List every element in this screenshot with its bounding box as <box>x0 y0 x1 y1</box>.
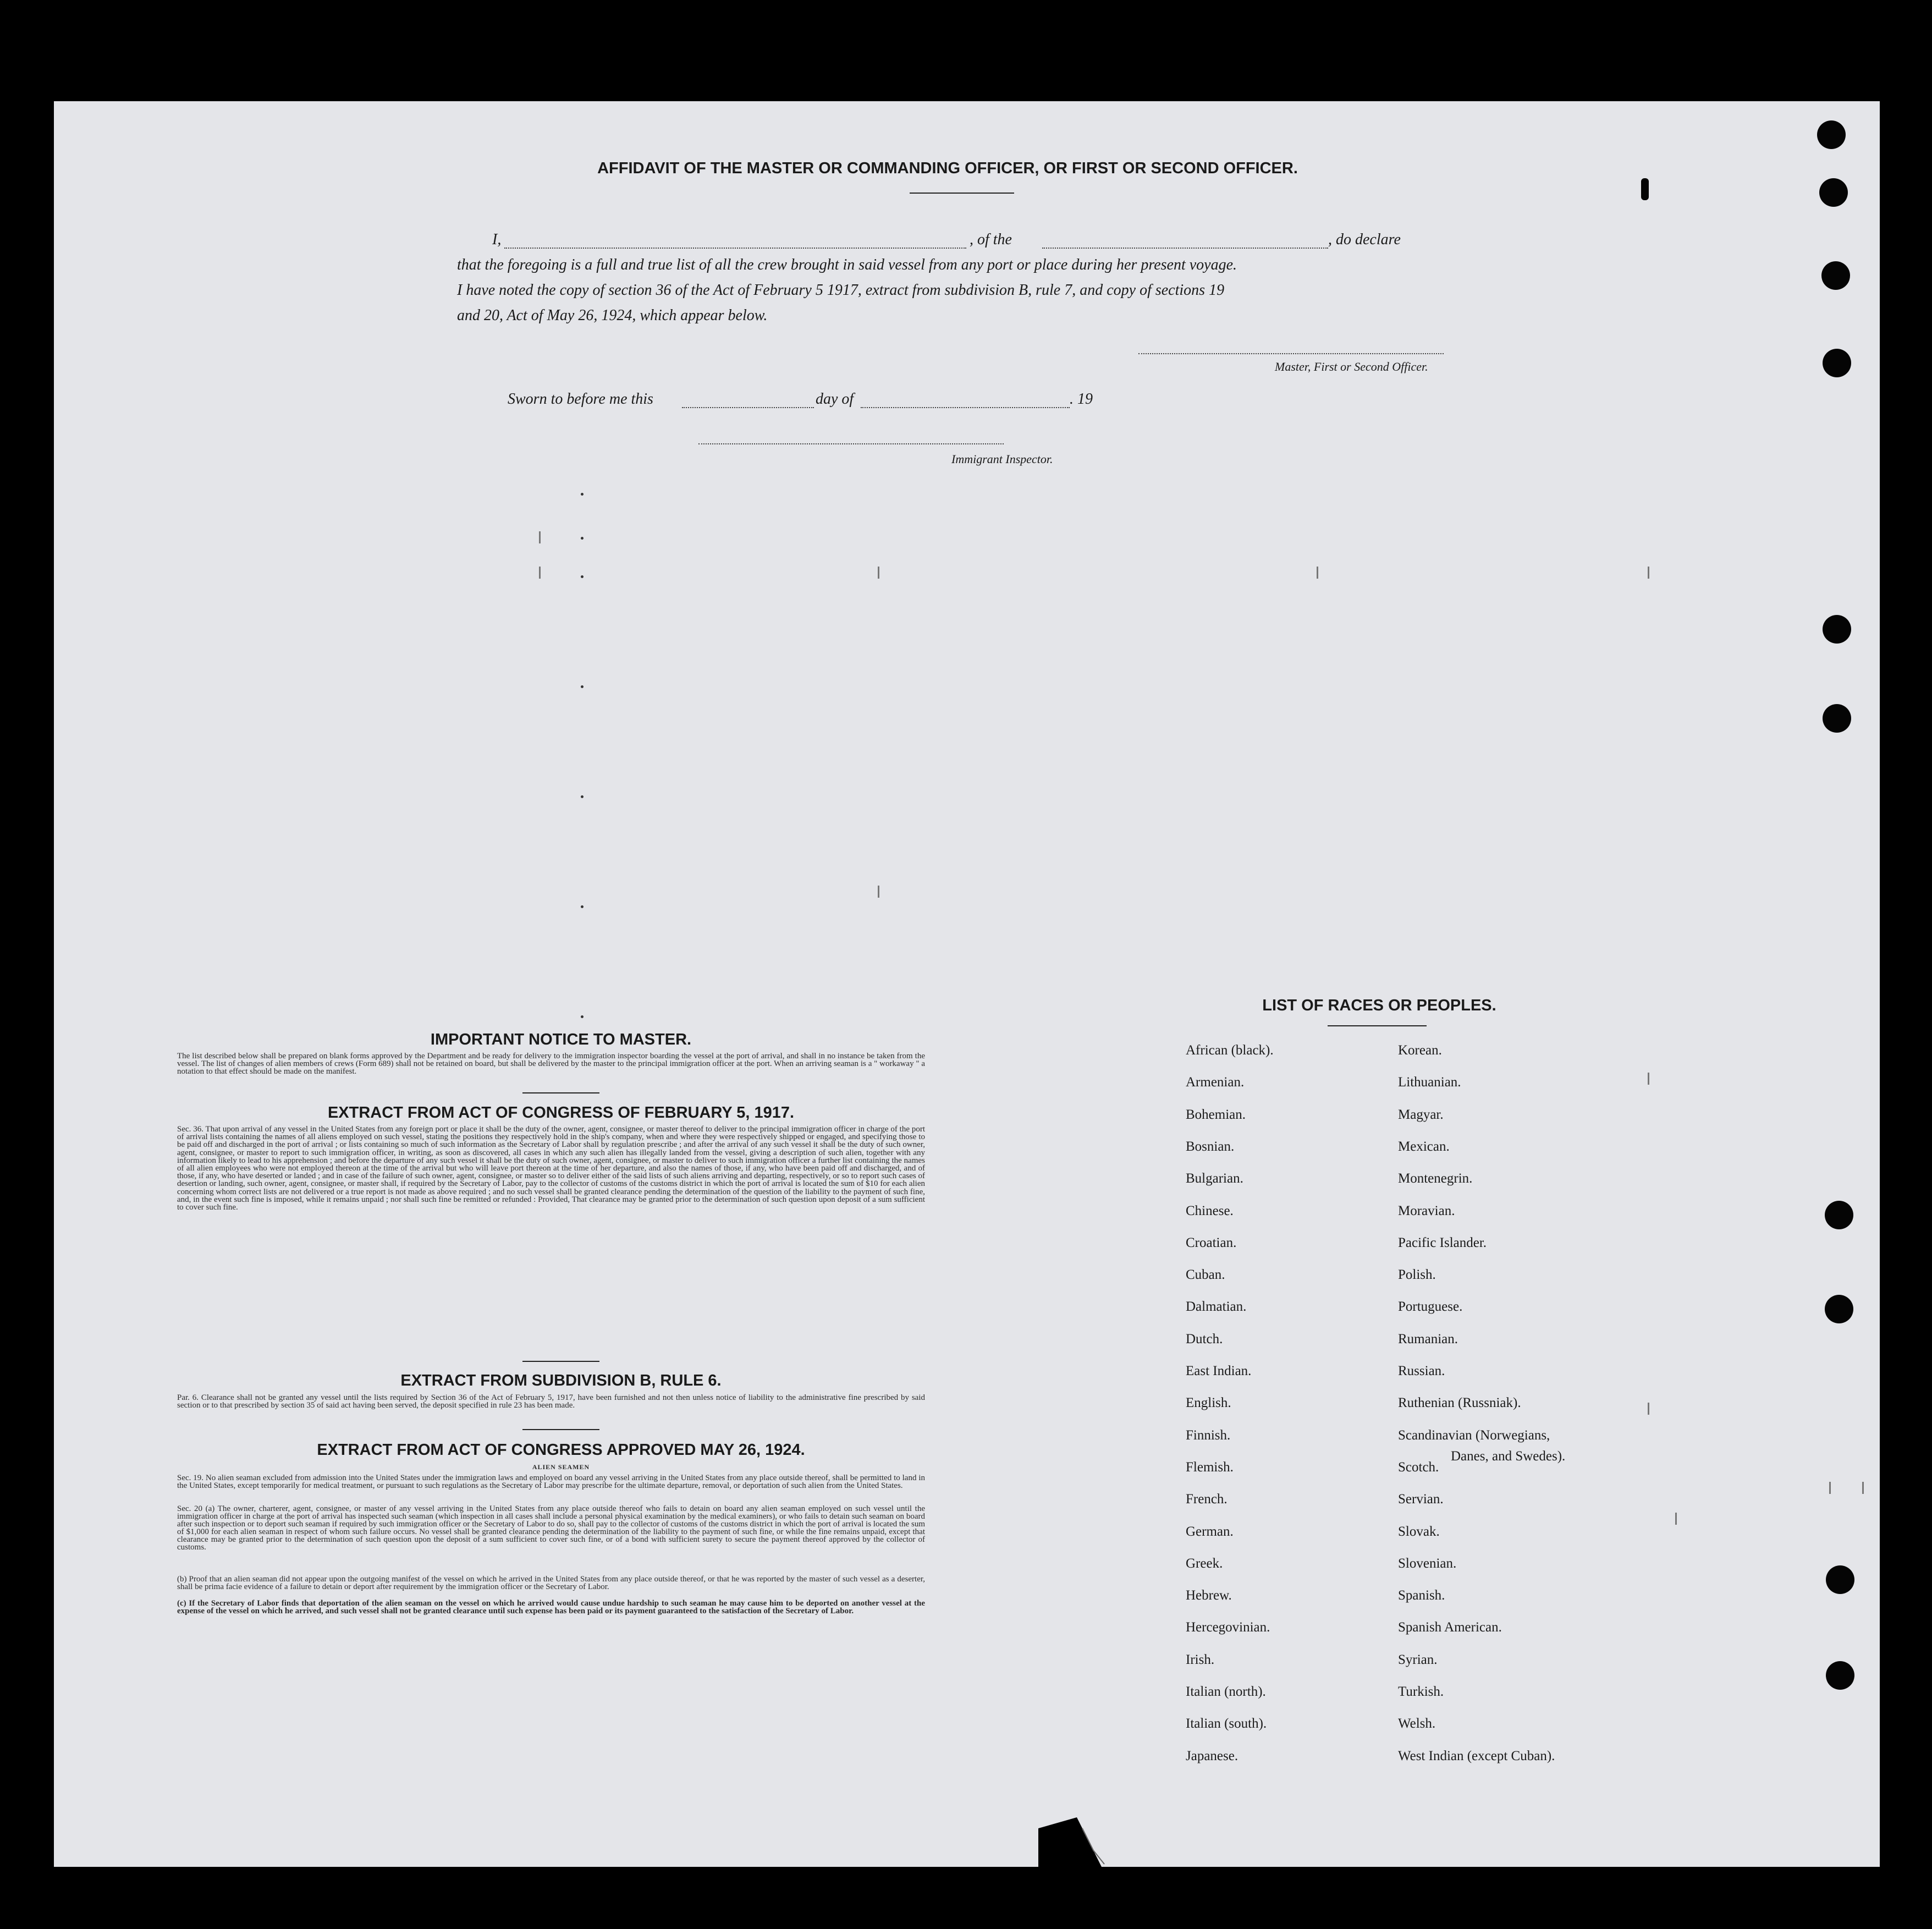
sworn-prefix: Sworn to before me this <box>508 391 653 408</box>
extract-1917-body: Sec. 36. That upon arrival of any vessel in the United States from any foreign port or place it shall be the duty of the owner, agent, consignee, or master thereof to deliver to the principal immigration officer in charge of the port of arrival lists containing the names of all aliens employed on such vessel, stating the positions they respectively hold in the ship's company, when and where they were respectively shipped or engaged, and specifying those to be paid off and discharged in the port of arrival ; or lists containing so much of such information as the Secretary of Labor shall by regulation prescribe ; and after the arrival of any such vessel it shall be the duty of such owner, agent, consignee, or master to report to such immigration officer, in writing, as soon as discovered, all cases in which any such alien has illegally landed from the vessel, giving a description of such alien, together with any information likely to lead to his apprehension ; and before the departure of any such vessel it shall be the duty of such owner, agent, consignee, or master to deliver to such immigration officer a further list containing the names of all alien employees who were not employed thereon at the time of the arrival but who will leave port thereon at the time of her departure, and also the names of those, if any, who have been paid off and discharged, and of those, if any, who have deserted or landed ; and in case of the failure of such owner, agent, consignee, or master so to deliver either of the said lists of such aliens arriving and departing, respectively, or so to report such cases of desertion or landing, such owner, agent, consignee, or master shall, if required by the Secretary of Labor, pay to the collector of customs of the customs district in which the port of arrival is located the sum of $10 for each alien concerning whom correct lists are not delivered or a true report is not made as above required ; and no such vessel shall be granted clearance pending the determination of the question of the liability to the payment of such fine, and, in the event such fine is imposed, while it remains unpaid ; nor shall such fine be remitted or refunded : Provided, That clearance may be granted prior to the determination of such question upon deposit of a sum sufficient to cover such fine. <box>177 1125 925 1212</box>
name-blank-line[interactable] <box>504 248 966 249</box>
race-left-item: German. <box>1186 1524 1234 1539</box>
affidavit-i: I, <box>492 231 502 248</box>
punch-hole <box>1826 1661 1854 1690</box>
race-right-item: Servian. <box>1398 1492 1444 1507</box>
extract-rule6-title: EXTRACT FROM SUBDIVISION B, RULE 6. <box>400 1372 722 1389</box>
race-right-item: Korean. <box>1398 1043 1442 1058</box>
punch-hole <box>1823 349 1851 377</box>
scan-mark <box>581 537 584 540</box>
extract-1917-rule <box>522 1361 599 1362</box>
race-left-item: Croatian. <box>1186 1235 1237 1250</box>
scan-mark <box>581 795 584 798</box>
scan-mark <box>1675 1513 1677 1525</box>
scan-mark <box>539 567 541 579</box>
scan-mark <box>581 575 584 578</box>
race-right-item: Russian. <box>1398 1364 1445 1378</box>
scan-mark <box>1862 1482 1864 1494</box>
race-right-item: Polish. <box>1398 1267 1436 1283</box>
notice-body: The list described below shall be prepared on blank forms approved by the Department and be ready for delivery to the immigration inspector boarding the vessel at the port of arrival, and shall in no instance be taken from the vessel. The list of changes of alien members of crews (Form 689) shall not be retained on board, but shall be delivered by the master to the principal immigration officer at the port. When an arriving seaman is a " workaway " a notation to that effect should be made on the manifest. <box>177 1052 925 1076</box>
race-right-item: Welsh. <box>1398 1716 1436 1732</box>
race-right-item: Slovak. <box>1398 1524 1440 1539</box>
sworn-day-blank[interactable] <box>682 407 814 408</box>
race-left-item: Bosnian. <box>1186 1139 1235 1154</box>
torn-edge <box>1005 1795 1170 1867</box>
sworn-year: . 19 <box>1070 391 1093 408</box>
race-right-item: Moravian. <box>1398 1203 1455 1218</box>
affidavit-of-the: , of the <box>970 231 1012 248</box>
race-left-item: Bohemian. <box>1186 1107 1246 1122</box>
scan-mark <box>1648 567 1649 579</box>
scan-mark <box>1648 1403 1649 1415</box>
punch-hole <box>1826 1565 1854 1594</box>
punch-hole <box>1823 615 1851 644</box>
form-page <box>54 101 1880 1867</box>
race-right-item: West Indian (except Cuban). <box>1398 1748 1555 1763</box>
extract-1924-sec19: Sec. 19. No alien seaman excluded from admission into the United States under the immigration laws and employed on board any vessel arriving in the United States from any place outside thereof, shall be permitted to land in the United States, except temporarily for medical treatment, or pursuant to such regulations as the Secretary of Labor may prescribe for the ultimate departure, removal, or deportation of such alien from the United States. <box>177 1474 925 1490</box>
races-title: LIST OF RACES OR PEOPLES. <box>1262 997 1496 1014</box>
race-right-item: Scandinavian (Norwegians, <box>1398 1427 1550 1443</box>
race-right-item: Syrian. <box>1398 1652 1438 1667</box>
master-signature-line[interactable] <box>1138 353 1444 354</box>
race-left-item: Dalmatian. <box>1186 1299 1247 1315</box>
punch-hole <box>1819 178 1848 207</box>
punch-hole <box>1825 1295 1853 1323</box>
vessel-blank-line[interactable] <box>1042 248 1328 249</box>
race-right-item: Rumanian. <box>1398 1331 1458 1347</box>
scan-mark <box>539 531 541 543</box>
race-right-item: Lithuanian. <box>1398 1075 1461 1090</box>
extract-1924-subtitle: ALIEN SEAMEN <box>532 1463 590 1471</box>
race-left-item: East Indian. <box>1186 1364 1252 1378</box>
race-left-item: Greek. <box>1186 1556 1223 1571</box>
race-right-item: Magyar. <box>1398 1107 1444 1122</box>
scan-mark <box>1317 567 1318 579</box>
race-right-item: Slovenian. <box>1398 1556 1457 1571</box>
race-right-item: Mexican. <box>1398 1139 1450 1154</box>
race-left-item: Japanese. <box>1186 1748 1239 1763</box>
race-right-item: Turkish. <box>1398 1684 1444 1699</box>
extract-1924-title: EXTRACT FROM ACT OF CONGRESS APPROVED MAY 26, 1924. <box>317 1441 805 1459</box>
race-right-item: Portuguese. <box>1398 1299 1463 1315</box>
race-left-item: Italian (north). <box>1186 1684 1266 1699</box>
scan-mark <box>581 493 584 496</box>
scan-mark <box>581 685 584 688</box>
race-right-item: Montenegrin. <box>1398 1171 1473 1186</box>
scan-mark <box>581 1015 584 1018</box>
punch-slot <box>1641 178 1649 200</box>
race-left-item: Hebrew. <box>1186 1588 1232 1603</box>
scan-mark <box>1829 1482 1831 1494</box>
affidavit-line3: I have noted the copy of section 36 of the Act of February 5 1917, extract from subdivision B, rule 7, and copy of sections 19 <box>457 282 1225 299</box>
race-left-item: Irish. <box>1186 1652 1215 1667</box>
race-left-item: Finnish. <box>1186 1427 1231 1443</box>
affidavit-declare: , do declare <box>1328 231 1401 248</box>
race-left-item: Cuban. <box>1186 1267 1225 1283</box>
extract-1917-title: EXTRACT FROM ACT OF CONGRESS OF FEBRUARY 5, 1917. <box>327 1104 795 1122</box>
sworn-month-blank[interactable] <box>861 407 1070 408</box>
scan-mark <box>878 567 879 579</box>
inspector-signature-line[interactable] <box>698 443 1004 444</box>
punch-hole <box>1825 1201 1853 1229</box>
race-left-item: Dutch. <box>1186 1331 1223 1347</box>
affidavit-line4: and 20, Act of May 26, 1924, which appear below. <box>457 307 768 324</box>
races-title-rule <box>1328 1025 1427 1026</box>
extract-1924-sec20b: (b) Proof that an alien seaman did not appear upon the outgoing manifest of the vessel on which he arrived in the United States from any place outside thereof, or that he was reported by the master of such vessel as a deserter, shall be prima facie evidence of a failure to detain or deport after requirement by the immigration officer or the Secretary of Labor. <box>177 1575 925 1591</box>
race-left-item: Hercegovinian. <box>1186 1620 1270 1635</box>
extract-1924-sec20c: (c) If the Secretary of Labor finds that deportation of the alien seaman on the vessel on which he arrived would cause undue hardship to such seaman he may cause him to be deported on another vessel at the expense of the vessel on which he arrived, and such vessel shall not be granted clearance until such expense has been paid or its payment guaranteed to the satisfaction of the Secretary of Labor. <box>177 1599 925 1615</box>
race-left-item: African (black). <box>1186 1043 1274 1058</box>
race-right-item: Spanish American. <box>1398 1620 1502 1635</box>
extract-1924-sec20a: Sec. 20 (a) The owner, charterer, agent, consignee, or master of any vessel arriving in the United States from any place outside thereof who fails to detain on board any alien seaman employed on such vessel until the immigration officer in charge at the port of arrival has inspected such seaman (which inspection in all cases shall include a personal physical examination by the medical examiners), or who fails to detain such seaman on board after such inspection or to deport such seaman if required by such immigration officer or the Secretary of Labor to do so, shall pay to the collector of customs of the customs district in which the port of arrival is located the sum of $1,000 for each alien seaman in respect of whom such failure occurs. No vessel shall be granted clearance pending the determination of the liability to the payment of such fine, or while the fine remains unpaid, except that clearance may be granted prior to the determination of such question upon the deposit of a sum sufficient to cover such fine, or of a bond with sufficient surety to secure the payment thereof approved by the collector of customs. <box>177 1504 925 1552</box>
race-left-item: Bulgarian. <box>1186 1171 1243 1186</box>
extract-rule6-body: Par. 6. Clearance shall not be granted any vessel until the lists required by Section 36 of the Act of February 5, 1917, have been furnished and not then unless notice of liability to the administrative fine prescribed by said section or to that prescribed by section 35 of said act having been served, the deposit specified in rule 23 has been made. <box>177 1393 925 1410</box>
affidavit-title: AFFIDAVIT OF THE MASTER OR COMMANDING OFFICER, OR FIRST OR SECOND OFFICER. <box>597 160 1298 177</box>
affidavit-title-rule <box>910 193 1014 194</box>
race-right-item: Scotch. <box>1398 1459 1439 1475</box>
race-right-item: Spanish. <box>1398 1588 1445 1603</box>
race-left-item: English. <box>1186 1395 1231 1411</box>
race-left-item: Armenian. <box>1186 1075 1245 1090</box>
scan-mark <box>1648 1073 1649 1085</box>
scan-mark <box>581 905 584 908</box>
extract-rule6-rule <box>522 1429 599 1430</box>
races-scandinavian-cont: Danes, and Swedes). <box>1451 1449 1566 1464</box>
notice-title: IMPORTANT NOTICE TO MASTER. <box>430 1031 692 1048</box>
punch-hole <box>1823 704 1851 733</box>
sworn-day-of: day of <box>816 391 854 408</box>
race-left-item: Chinese. <box>1186 1203 1234 1218</box>
race-left-item: Flemish. <box>1186 1459 1234 1475</box>
race-right-item: Ruthenian (Russniak). <box>1398 1395 1521 1411</box>
punch-hole <box>1817 120 1846 149</box>
master-signature-label: Master, First or Second Officer. <box>1275 360 1428 373</box>
race-left-item: Italian (south). <box>1186 1716 1267 1732</box>
race-right-item: Pacific Islander. <box>1398 1235 1487 1250</box>
sworn-line <box>508 391 1168 413</box>
punch-hole <box>1821 261 1850 290</box>
inspector-label: Immigrant Inspector. <box>951 452 1053 466</box>
race-left-item: French. <box>1186 1492 1228 1507</box>
notice-rule <box>522 1092 599 1093</box>
affidavit-line1 <box>492 231 1537 253</box>
scan-mark <box>878 886 879 898</box>
affidavit-line2: that the foregoing is a full and true list of all the crew brought in said vessel from any port or place during her present voyage. <box>457 256 1237 273</box>
